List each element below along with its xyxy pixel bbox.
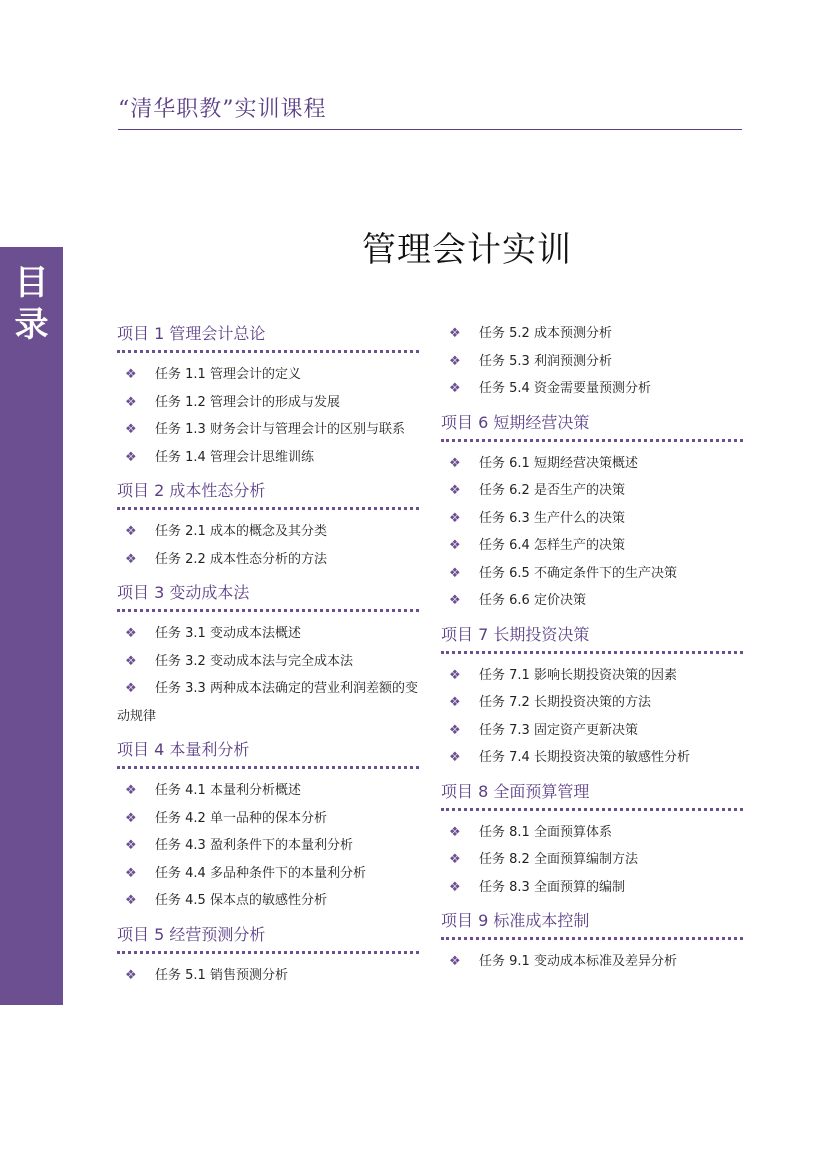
task-item[interactable] bbox=[441, 560, 743, 588]
page-title: 管理会计实训 bbox=[362, 230, 572, 270]
task-item[interactable] bbox=[441, 662, 743, 690]
task-item[interactable] bbox=[441, 532, 743, 560]
project-heading[interactable]: 项目 8 全面预算管理 bbox=[441, 780, 743, 811]
task-label: 任务 4.5 保本点的敏感性分析 bbox=[155, 893, 327, 908]
task-item[interactable] bbox=[117, 777, 419, 805]
task-item[interactable] bbox=[117, 805, 419, 833]
diamond-bullet-icon: ❖ bbox=[449, 455, 461, 471]
task-label: 任务 5.4 资金需要量预测分析 bbox=[479, 381, 651, 396]
project-heading[interactable]: 项目 5 经营预测分析 bbox=[117, 923, 419, 954]
task-label: 任务 5.2 成本预测分析 bbox=[479, 326, 612, 341]
task-item[interactable] bbox=[117, 620, 419, 648]
project-heading[interactable]: 项目 7 长期投资决策 bbox=[441, 623, 743, 654]
task-label: 任务 6.3 生产什么的决策 bbox=[479, 510, 625, 526]
task-label: 任务 1.4 管理会计思维训练 bbox=[155, 449, 314, 465]
diamond-bullet-icon: ❖ bbox=[125, 838, 137, 853]
task-label: 任务 3.3 两种成本法确定的营业利润差额的变动规律 bbox=[117, 681, 418, 724]
task-item[interactable] bbox=[441, 874, 743, 902]
task-item[interactable] bbox=[117, 675, 419, 730]
diamond-bullet-icon: ❖ bbox=[449, 593, 461, 608]
task-label: 任务 8.3 全面预算的编制 bbox=[479, 879, 625, 895]
diamond-bullet-icon: ❖ bbox=[125, 681, 137, 696]
diamond-bullet-icon: ❖ bbox=[449, 326, 461, 341]
diamond-bullet-icon: ❖ bbox=[125, 551, 137, 567]
task-label: 任务 7.3 固定资产更新决策 bbox=[479, 722, 638, 738]
diamond-bullet-icon: ❖ bbox=[125, 367, 137, 382]
project-heading[interactable]: 项目 6 短期经营决策 bbox=[441, 411, 743, 442]
task-item[interactable] bbox=[117, 444, 419, 472]
diamond-bullet-icon: ❖ bbox=[125, 626, 137, 641]
task-item[interactable] bbox=[117, 648, 419, 676]
diamond-bullet-icon: ❖ bbox=[449, 381, 461, 396]
task-label: 任务 2.2 成本性态分析的方法 bbox=[155, 551, 327, 567]
diamond-bullet-icon: ❖ bbox=[125, 967, 137, 983]
task-item[interactable] bbox=[117, 361, 419, 389]
task-label: 任务 1.3 财务会计与管理会计的区别与联系 bbox=[155, 422, 405, 437]
task-item[interactable] bbox=[441, 450, 743, 478]
diamond-bullet-icon: ❖ bbox=[125, 653, 137, 669]
diamond-bullet-icon: ❖ bbox=[449, 722, 461, 738]
diamond-bullet-icon: ❖ bbox=[125, 810, 137, 826]
diamond-bullet-icon: ❖ bbox=[125, 422, 137, 437]
project-heading[interactable]: 项目 4 本量利分析 bbox=[117, 738, 419, 769]
task-label: 任务 4.1 本量利分析概述 bbox=[155, 783, 301, 798]
diamond-bullet-icon: ❖ bbox=[125, 524, 137, 539]
task-item[interactable] bbox=[441, 744, 743, 772]
task-item[interactable] bbox=[441, 717, 743, 745]
task-label: 任务 3.1 变动成本法概述 bbox=[155, 626, 301, 641]
diamond-bullet-icon: ❖ bbox=[125, 394, 137, 410]
header-rule bbox=[118, 129, 742, 130]
diamond-bullet-icon: ❖ bbox=[449, 510, 461, 526]
diamond-bullet-icon: ❖ bbox=[449, 954, 461, 969]
task-item[interactable] bbox=[117, 416, 419, 444]
task-item[interactable] bbox=[441, 320, 743, 348]
diamond-bullet-icon: ❖ bbox=[449, 353, 461, 369]
side-tab bbox=[0, 247, 63, 1005]
task-label: 任务 4.3 盈利条件下的本量利分析 bbox=[155, 838, 353, 853]
task-item[interactable] bbox=[117, 389, 419, 417]
toc-left-column bbox=[117, 320, 419, 989]
diamond-bullet-icon: ❖ bbox=[449, 750, 461, 765]
task-label: 任务 6.4 怎样生产的决策 bbox=[479, 538, 625, 553]
diamond-bullet-icon: ❖ bbox=[449, 695, 461, 710]
side-tab-label bbox=[0, 262, 63, 346]
task-label: 任务 7.4 长期投资决策的敏感性分析 bbox=[479, 750, 690, 765]
diamond-bullet-icon: ❖ bbox=[449, 538, 461, 553]
task-label: 任务 6.6 定价决策 bbox=[479, 593, 586, 608]
task-label: 任务 5.1 销售预测分析 bbox=[155, 967, 288, 983]
task-label: 任务 6.1 短期经营决策概述 bbox=[479, 455, 638, 471]
task-item[interactable] bbox=[441, 477, 743, 505]
diamond-bullet-icon: ❖ bbox=[449, 852, 461, 867]
side-tab-char-1: 目 bbox=[14, 263, 49, 303]
task-label: 任务 8.2 全面预算编制方法 bbox=[479, 852, 638, 867]
project-heading[interactable]: 项目 3 变动成本法 bbox=[117, 581, 419, 612]
task-item[interactable] bbox=[441, 819, 743, 847]
diamond-bullet-icon: ❖ bbox=[125, 893, 137, 908]
task-label: 任务 1.1 管理会计的定义 bbox=[155, 367, 301, 382]
project-heading[interactable]: 项目 2 成本性态分析 bbox=[117, 479, 419, 510]
diamond-bullet-icon: ❖ bbox=[449, 565, 461, 581]
task-item[interactable] bbox=[117, 860, 419, 888]
task-item[interactable] bbox=[117, 546, 419, 574]
diamond-bullet-icon: ❖ bbox=[449, 667, 461, 683]
diamond-bullet-icon: ❖ bbox=[449, 824, 461, 840]
diamond-bullet-icon: ❖ bbox=[449, 879, 461, 895]
task-label: 任务 6.5 不确定条件下的生产决策 bbox=[479, 565, 677, 581]
task-label: 任务 4.4 多品种条件下的本量利分析 bbox=[155, 865, 366, 881]
task-label: 任务 5.3 利润预测分析 bbox=[479, 353, 612, 369]
task-item[interactable] bbox=[441, 348, 743, 376]
toc-right-column bbox=[441, 320, 743, 976]
diamond-bullet-icon: ❖ bbox=[125, 783, 137, 798]
task-label: 任务 7.1 影响长期投资决策的因素 bbox=[479, 667, 677, 683]
task-item[interactable] bbox=[441, 587, 743, 615]
task-label: 任务 4.2 单一品种的保本分析 bbox=[155, 810, 327, 826]
task-item[interactable] bbox=[441, 948, 743, 976]
task-item[interactable] bbox=[441, 689, 743, 717]
task-label: 任务 6.2 是否生产的决策 bbox=[479, 483, 625, 498]
task-item[interactable] bbox=[117, 887, 419, 915]
diamond-bullet-icon: ❖ bbox=[449, 483, 461, 498]
task-label: 任务 8.1 全面预算体系 bbox=[479, 824, 612, 840]
task-label: 任务 7.2 长期投资决策的方法 bbox=[479, 695, 651, 710]
series-title: “清华职教”实训课程 bbox=[118, 97, 327, 122]
task-label: 任务 1.2 管理会计的形成与发展 bbox=[155, 394, 340, 410]
task-item[interactable] bbox=[117, 832, 419, 860]
task-label: 任务 9.1 变动成本标准及差异分析 bbox=[479, 954, 677, 969]
task-item[interactable] bbox=[441, 846, 743, 874]
project-heading[interactable]: 项目 1 管理会计总论 bbox=[117, 322, 419, 353]
side-tab-char-2: 录 bbox=[14, 305, 49, 345]
task-label: 任务 3.2 变动成本法与完全成本法 bbox=[155, 653, 353, 669]
diamond-bullet-icon: ❖ bbox=[125, 449, 137, 465]
task-item[interactable] bbox=[441, 505, 743, 533]
diamond-bullet-icon: ❖ bbox=[125, 865, 137, 881]
project-heading[interactable]: 项目 9 标准成本控制 bbox=[441, 909, 743, 940]
task-item[interactable] bbox=[441, 375, 743, 403]
task-item[interactable] bbox=[117, 962, 419, 990]
task-label: 任务 2.1 成本的概念及其分类 bbox=[155, 524, 327, 539]
task-item[interactable] bbox=[117, 518, 419, 546]
